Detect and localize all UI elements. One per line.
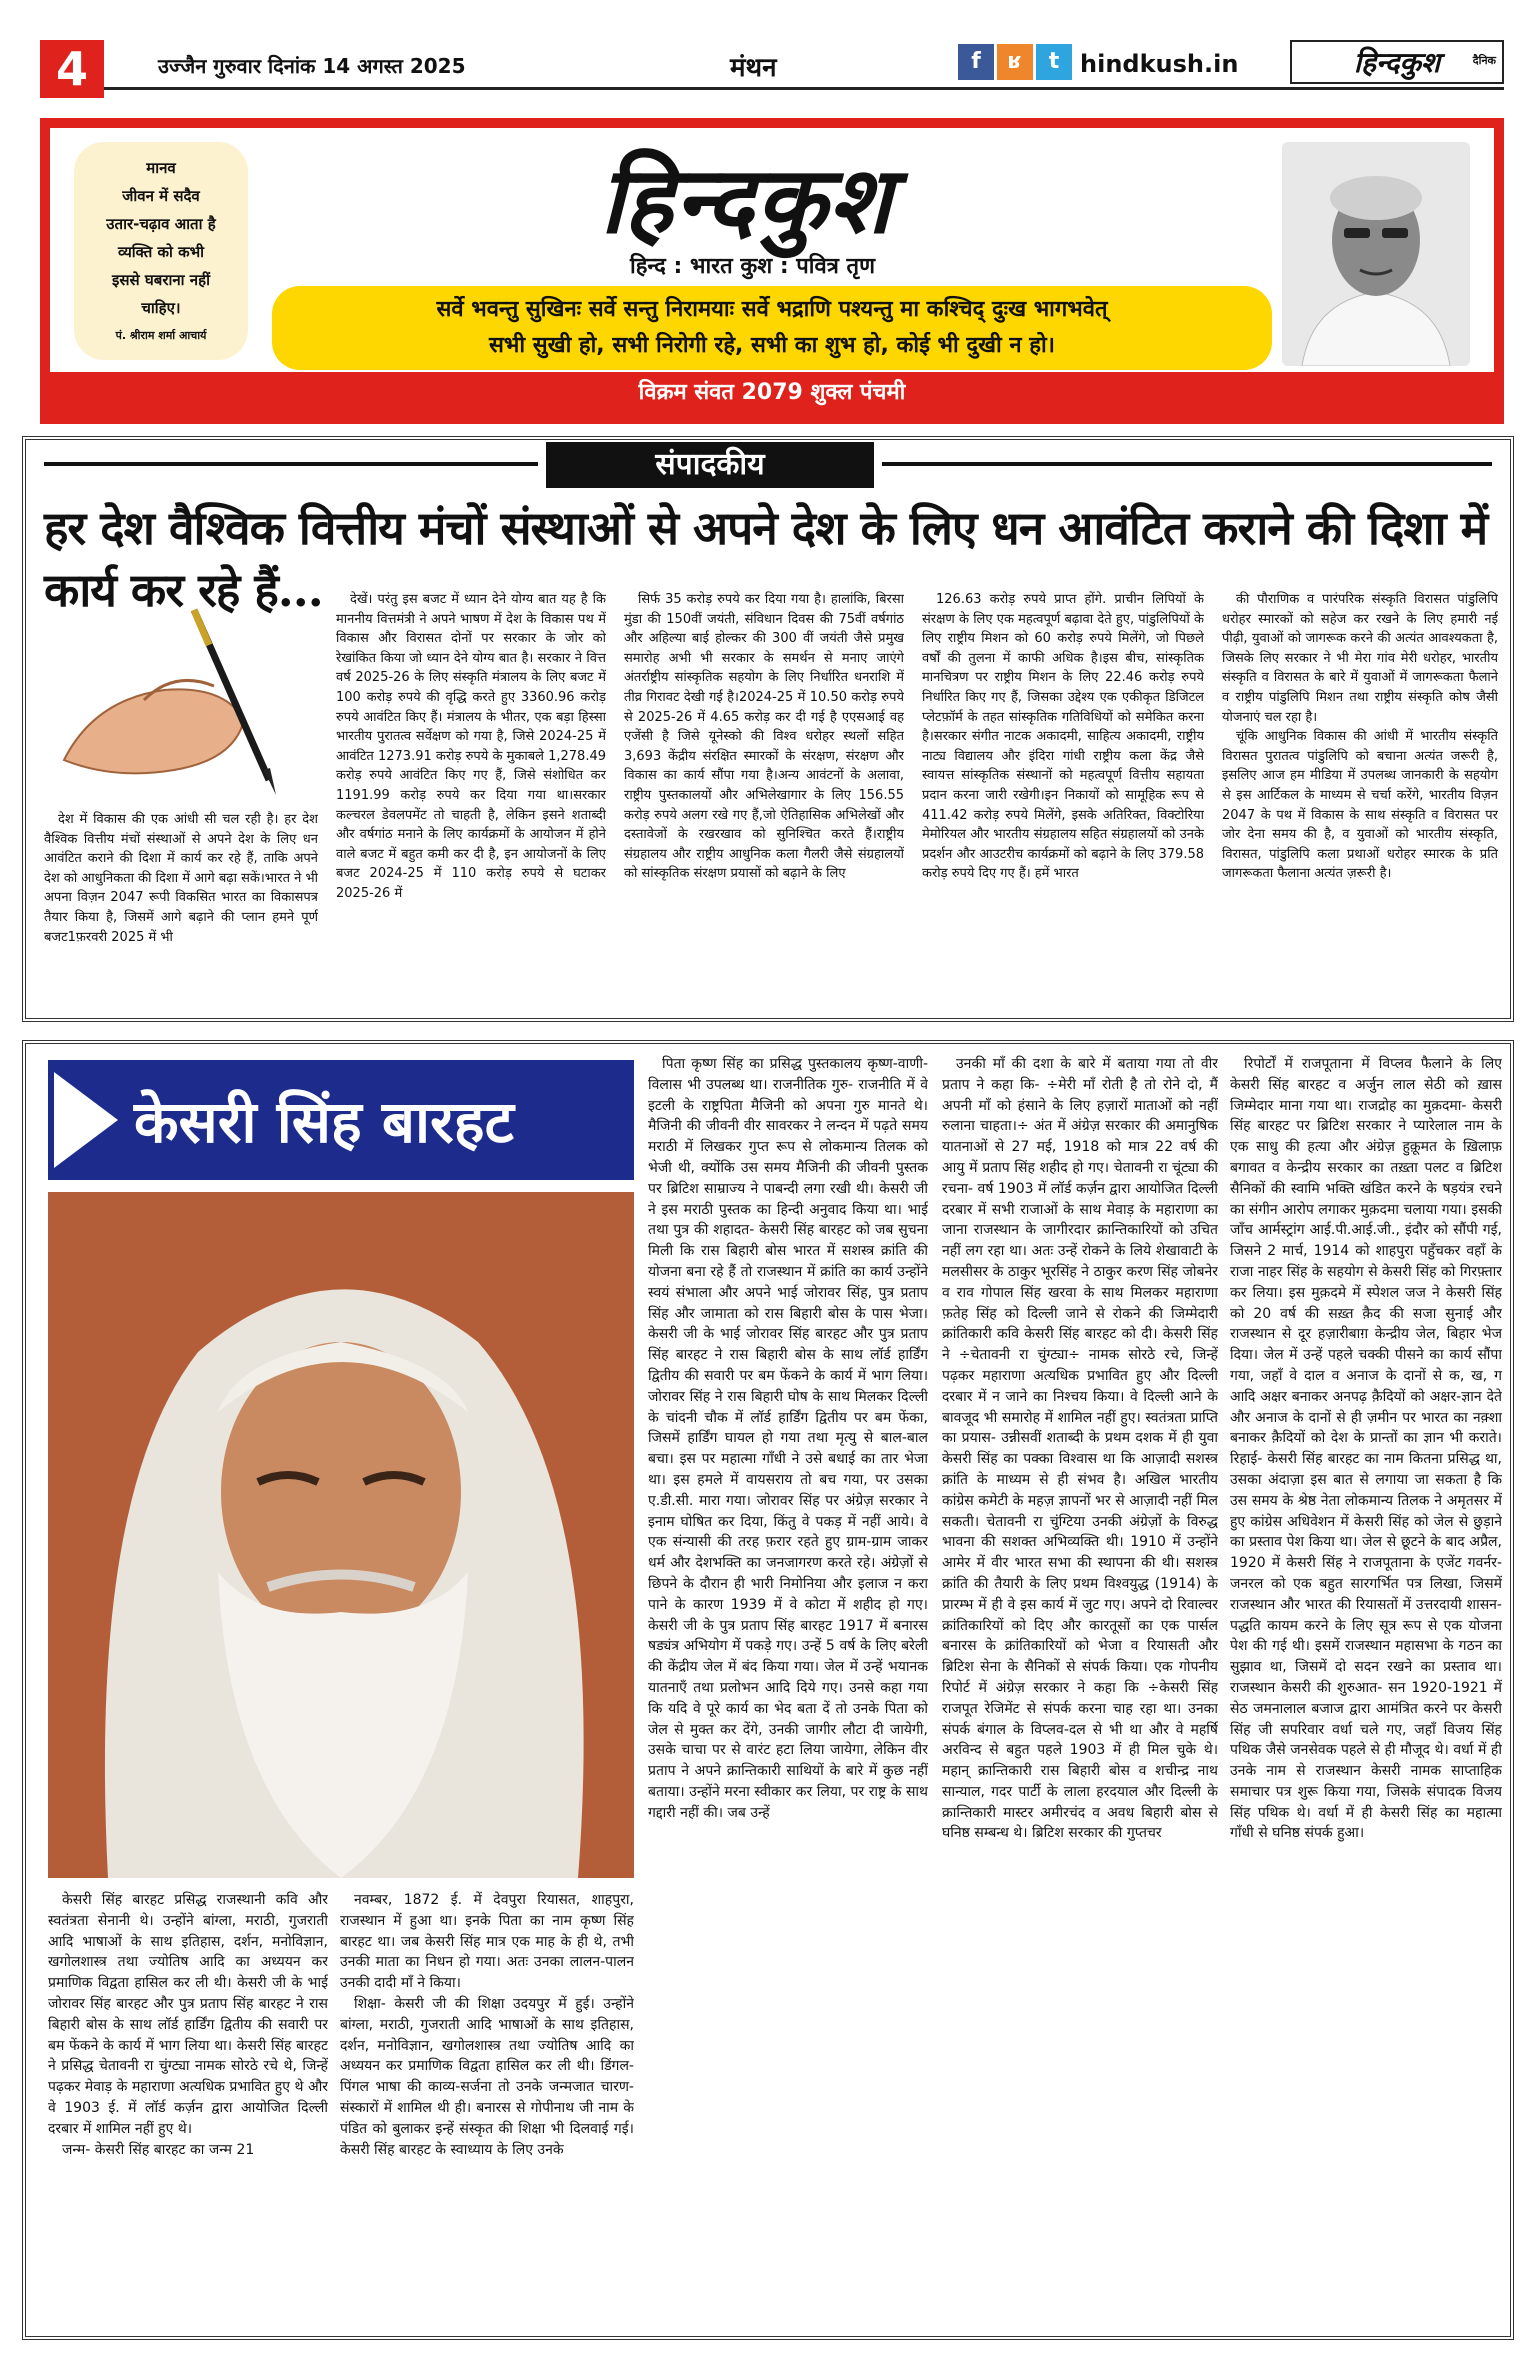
feature-text: रिपोर्टों में राजपूताना में विप्लव फैलाने के लिए केसरी सिंह बारहट व अर्जुन लाल सेठी को ख़ास जिम्मेदार माना गया था। राजद्रोह का मुक़दमा- केसरी सिंह बारहट पर ब्रिटिश सरकार ने प्यारेलाल नाम के एक साधु की हत्या और अंग्रेज़ हुक़ूमत के ख़िलाफ़ बगावत व केन्द्रीय सरकार का तख़्ता पलट व ब्रिटिश सैनिकों की स्वामि भक्ति खंडित करने के षड़यंत्र रचने का संगीन आरोप लगाकर मुक़दमा चलाया गया। इसकी जाँच आर्मस्ट्रांग आई.पी.आई.जी., इंदौर को सौंपी गई, जिसने 2 मार्च, 1914 को शाहपुरा पहुँचकर वहाँ के राजा नाहर सिंह के सहयोग से केसरी सिंह को गिरफ़्तार कर लिया। इस मुक़दमे में स्पेशल जज ने केसरी सिंह को 20 वर्ष की सख़्त क़ैद की सजा सुनाई और राजस्थान से दूर हज़ारीबाग़ केन्द्रीय जेल, बिहार भेज दिया। जेल में उन्हें पहले चक्की पीसने का कार्य सौंपा गया, जहाँ वे दाल व अनाज के दानों से क, ख, ग आदि अक्षर बनाकर अनपढ़ क़ैदियों को अक्षर-ज्ञान देते और अनाज के दानों से ही ज़मीन पर भारत का नक़्शा बनाकर क़ैदियों को देश के प्रान्तों का ज्ञान भी कराते। रिहाई- केसरी सिंह बारहट का नाम कितना प्रसिद्ध था, उसका अंदाज़ा इस बात से लगाया जा सकता है कि उस समय के श्रेष्ठ नेता लोकमान्य तिलक ने अमृतसर में हुए कांग्रेस अधिवेशन में केसरी सिंह को जेल से छुड़ाने का प्रस्ताव पेश किया था। जेल से छूटने के बाद अप्रैल, 1920 में केसरी सिंह ने राजपूताना के एजेंट गवर्नर-जनरल को एक बहुत सारगर्भित पत्र लिखा, जिसमें राजस्थान और भारत की रियासतों में उत्तरदायी शासन-पद्धति कायम करने के लिए सूत्र रूप से एक योजना पेश की गई थी। इसमें राजस्थान महासभा के गठन का सुझाव था, जिसमें दो सदन रखने का प्रस्ताव था। राजस्थान केसरी की शुरुआत- सन 1920-1921 में सेठ जमनालाल बजाज द्वारा आमंत्रित करने पर केसरी सिंह जी सपरिवार वर्धा चले गए, जहाँ विजय सिंह पथिक जैसे जनसेवक पहले से ही मौजूद थे। वर्धा में ही उनके नाम से राजस्थान केसरी नामक साप्ताहिक समाचार पत्र शुरू किया गया, जिसके संपादक विजय सिंह पथिक थे। वर्धा में ही केसरी सिंह का महात्मा गाँधी से घनिष्ठ संपर्क हुआ। [1230,1056,1502,1842]
editorial-text: 126.63 करोड़ रुपये प्राप्त होंगे. प्राचीन लिपियों के संरक्षण के लिए एक महत्वपूर्ण बढ़ावा देते हुए, पांडुलिपियों के लिए राष्ट्रीय मिशन को 60 करोड़ रुपये मिलेंगे, जो पिछले वर्षों की तुलना में काफी अधिक है।इस बीच, सांस्कृतिक मानचित्रण पर राष्ट्रीय मिशन के लिए 22.46 करोड़ रुपये निर्धारित किए गए हैं, जिसका उद्देश्य एक एकीकृत डिजिटल प्लेटफ़ॉर्म के तहत सांस्कृतिक गतिविधियों को समेकित करना है।सरकार संगीत नाटक अकादमी, साहित्य अकादमी, राष्ट्रीय नाट्य विद्यालय और इंदिरा गांधी राष्ट्रीय कला केंद्र जैसे स्वायत्त सांस्कृतिक संस्थानों को महत्वपूर्ण वित्तीय सहायता प्रदान करना जारी रखेगी।इन निकायों को सामूहिक रूप से 411.42 करोड़ रुपये मिलेंगे, इसके अतिरिक्त, विक्टोरिया मेमोरियल और भारतीय संग्रहालय सहित संग्रहालयों को उनके प्रदर्शन और आउटरीच कार्यक्रमों को बढ़ाने के लिए 379.58 करोड़ रुपये दिए गए हैं। हमें भारत [922,592,1204,882]
founder-portrait [1282,142,1470,366]
editorial-text: सिर्फ 35 करोड़ रुपये कर दिया गया है। हालांकि, बिरसा मुंडा की 150वीं जयंती, संविधान दिवस की 75वीं वर्षगांठ और अहिल्या बाई होल्कर की 300 वीं जयंती जैसे प्रमुख समारोह अभी भी सरकार के समर्थन से मनाए जाएंगे अंतर्राष्ट्रीय सांस्कृतिक सहयोग के लिए निर्धारित धनराशि में तीव्र गिरावट देखी गई है।2024-25 में 10.50 करोड़ रुपये से 2025-26 में 4.65 करोड़ कर दी गई है एएसआई वह एजेंसी है जिसे यूनेस्को की विश्व धरोहर स्थलों सहित 3,693 केंद्रीय संरक्षित स्मारकों के संरक्षण, संरक्षण और विकास का कार्य सौंपा गया है।अन्य आवंटनों के अलावा, राष्ट्रीय पुस्तकालयों और अभिलेखागार के लिए 156.55 करोड़ रुपये अलग रखे गए हैं,जो ऐतिहासिक अभिलेखों और दस्तावेजों के रखरखाव को सुनिश्चित करते हैं।राष्ट्रीय संग्रहालय और राष्ट्रीय आधुनिक कला गैलरी जैसे संग्रहालयों को सांस्कृतिक संरक्षण प्रयासों को बढ़ाने के लिए [624,592,904,882]
shloka: सर्वे भवन्तु सुखिनः सर्वे सन्तु निरामयाः सर्वे भद्राणि पश्यन्तु मा कश्चिद् दुःख भागभवेत् [436,297,1108,322]
quote-line: जीवन में सदैव [122,187,200,205]
top-bar [40,40,1504,96]
dateline: उज्जैन गुरुवार दिनांक 14 अगस्त 2025 [158,54,466,78]
quote-box [74,142,248,360]
editorial-column-3 [624,590,904,1010]
feature-text: शिक्षा- केसरी जी की शिक्षा उदयपुर में हुई। उन्होंने बांग्ला, मराठी, गुजराती आदि भाषाओं के साथ इतिहास, दर्शन, मनोविज्ञान, खगोलशास्त्र तथा ज्योतिष आदि का अध्ययन कर प्रमाणिक विद्वता हासिल कर ली थी। डिंगल-पिंगल भाषा की काव्य-सर्जना तो उनके जन्मजात चारण-संस्कारों में शामिल थी ही। बनारस से गोपीनाथ जी नाम के पंडित को बुलाकर इन्हें संस्कृत की शिक्षा भी दिलवाई गई। केसरी सिंह बारहट के स्वाध्याय के लिए उनके [340,1995,634,2158]
editorial-column-4 [922,590,1204,1010]
quote-line: उतार-चढ़ाव आता है [106,215,216,233]
editorial-text: देखें। परंतु इस बजट में ध्यान देने योग्य बात यह है कि माननीय वित्तमंत्री ने अपने भाषण में देश के विकास पथ में विकास और विरासत दोनों पर सरकार के जोर को रेखांकित किया जो ध्यान देने योग्य बात है। सरकार ने वित्त वर्ष 2025-26 के लिए संस्कृति मंत्रालय के लिए बजट में 100 करोड़ रुपये की वृद्धि करते हुए 3360.96 करोड़ रुपये आवंटित किए हैं। मंत्रालय के भीतर, एक बड़ा हिस्सा भारतीय पुरातत्व सर्वेक्षण को गया है, जिसे 2024-25 में आवंटित 1273.91 करोड़ रुपये के मुकाबले 1,278.49 करोड़ रुपये आवंटित किए गए हैं, जिसे संशोधित कर 1191.99 करोड़ रुपये कर दिया गया था।सरकार कल्चरल डेवलपमेंट तो चाहती है, लेकिन इसने शताब्दी और वर्षगांठ मनाने के लिए कार्यक्रमों के आयोजन में होने वाले बजट में बहुत कमी कर दी है, इन आयोजनों के लिए बजट 2024-25 में 110 करोड़ रुपये से घटाकर 2025-26 में [336,592,606,901]
masthead-subtitle: हिन्द : भारत कुश : पवित्र तृण [630,254,875,279]
editorial-column-2 [336,590,606,1010]
feature-text: केसरी सिंह बारहट प्रसिद्ध राजस्थानी कवि और स्वतंत्रता सेनानी थे। उन्होंने बांग्ला, मराठी, गुजराती आदि भाषाओं के साथ इतिहास, दर्शन, मनोविज्ञान, खगोलशास्त्र तथा ज्योतिष आदि का अध्ययन कर प्रमाणिक विद्वता हासिल कर ली थी। केसरी जी के भाई जोरावर सिंह बारहट और पुत्र प्रताप सिंह बारहट ने रास बिहारी बोस के साथ लॉर्ड हार्डिंग द्वितीय की सवारी पर बम फेंकने के कार्य में भाग लिया था। केसरी सिंह बारहट ने प्रसिद्ध चेतावनी रा चुंग्ट्या नामक सोरठे रचे थे, जिन्हें पढ़कर मेवाड़ के महाराणा अत्यधिक प्रभावित हुए थे और वे 1903 ई. में लॉर्ड कर्ज़न द्वारा आयोजित दिल्ली दरबार में शामिल नहीं हुए थे। [48,1892,328,2137]
site-link[interactable]: hindkush.in [1080,50,1239,78]
feature-column-e [1230,1054,1502,2320]
quote-line: मानव [146,159,176,177]
editorial-column-1 [44,810,318,1008]
editorial-text: की पौराणिक व पारंपरिक संस्कृति विरासत पांडुलिपि धरोहर स्मारकों को सहेज कर रखने के लिए हमारी नई पीढ़ी, युवाओं को जागरूक करने की अत्यंत आवश्यकता है, जिसके लिए सरकार ने भी मेरा गांव मेरी धरोहर, भारतीय संस्कृति व विरासत के बारे में युवाओं में जागरूकता फैलाने व राष्ट्रीय पांडुलिपि मिशन तथा राष्ट्रीय संस्कृति कोष जैसी योजनाएं चल रहा है। [1222,592,1498,725]
mini-logo-tag: दैनिक [1472,54,1496,67]
quote-author: पं. श्रीराम शर्मा आचार्य [115,329,207,342]
feature-text: जन्म- केसरी सिंह बारहट का जन्म 21 [62,2141,255,2158]
feature-title-box [48,1060,634,1180]
section-name: मंथन [730,53,777,83]
editorial-label: संपादकीय [546,442,874,488]
feature-title: केसरी सिंह बारहट [134,1088,514,1156]
twitter-icon[interactable]: t [1036,44,1072,80]
rss-icon[interactable]: ʁ [997,44,1033,80]
masthead-title: हिन्दकुश [600,146,894,254]
editorial-rule-left [44,462,538,466]
editorial-text: चूंकि आधुनिक विकास की आंधी में भारतीय संस्कृति विरासत पुरातत्व पांडुलिपि को बचाना अत्यंत जरूरी है, इसलिए आज हम मीडिया में उपलब्ध जानकारी के सहयोग से इस आर्टिकल के माध्यम से चर्चा करेंगे, भारतीय विज़न 2047 के पथ में विकास के साथ संस्कृति व विरासत पर जोर देना समय की है, व युवाओं को भारतीय संस्कृति, विरासत, पांडुलिपि कला प्रथाओं धरोहर स्मारक के प्रति जागरूकता फैलाना अत्यंत ज़रूरी है। [1222,729,1498,882]
quote-line: इससे घबराना नहीं [112,271,210,289]
facebook-icon[interactable]: f [958,44,994,80]
shloka-band [272,286,1272,370]
feature-column-b [340,1890,634,2320]
editorial-rule-right [882,462,1492,466]
quote-line: चाहिए। [141,299,181,317]
page-number: 4 [40,40,104,98]
mini-logo-text: हिन्दकुश [1353,46,1441,79]
feature-text: पिता कृष्ण सिंह का प्रसिद्ध पुस्तकालय कृष्ण-वाणी-विलास भी उपलब्ध था। राजनीतिक गुरु- राजनीति में वे इटली के राष्ट्रपिता मैजिनी को अपना गुरु मानते थे। मैजिनी की जीवनी वीर सावरकर ने लन्दन में पढ़ते समय मराठी में लिखकर गुप्त रूप से लोकमान्य तिलक को भेजी थी, क्योंकि उस समय मैजिनी की जीवनी पुस्तक पर ब्रिटिश साम्राज्य ने पाबन्दी लगा रखी थी। केसरी जी ने इस मराठी पुस्तक का हिन्दी अनुवाद किया था। भाई तथा पुत्र की शहादत- केसरी सिंह बारहट को जब सुचना मिली कि रास बिहारी बोस भारत में सशस्त्र क्रांति की योजना बना रहे हैं तो राजस्थान में क्रांति का कार्य उन्होंने स्वयं संभाला और अपने भाई जोरावर सिंह, पुत्र प्रताप सिंह और जामाता को रास बिहारी बोस के पास भेजा। केसरी जी के भाई जोरावर सिंह बारहट और पुत्र प्रताप सिंह बारहट ने रास बिहारी बोस के साथ लॉर्ड हार्डिंग द्वितीय की सवारी पर बम फेंकने के कार्य में भाग लिया। जोरावर सिंह ने रास बिहारी घोष के साथ मिलकर दिल्ली के चांदनी चौक में लॉर्ड हार्डिंग द्वितीय पर बम फेंका, जिसमें हार्डिंग घायल हो गया तथा मृत्यु से बाल-बाल बचा। इस पर महात्मा गाँधी ने उसे बधाई का तार भेजा था। इस हमले में वायसराय तो बच गया, पर उसका ए.डी.सी. मारा गया। जोरावर सिंह पर अंग्रेज़ सरकार ने इनाम घोषित कर दिया, किंतु वे पकड़ में नहीं आये। वे एक संन्यासी की तरह फ़रार रहते हुए ग्राम-ग्राम जाकर धर्म और देशभक्ति का जनजागरण करते रहे। अंग्रेज़ों से छिपने के दौरान ही भारी निमोनिया और इलाज न करा पाने के कारण 1939 में वे कोटा में शहीद हो गए। केसरी जी के पुत्र प्रताप सिंह बारहट 1917 में बनारस षड्यंत्र अभियोग में पकड़े गए। उन्हें 5 वर्ष के लिए बरेली की केंद्रीय जेल में बंद किया गया। जेल में उन्हें भयानक यातनाएँ तथा प्रलोभन आदि दिये गए। उनसे कहा गया कि यदि वे पूरे कार्य का भेद बता दें तो उनके पिता को जेल से मुक्त कर देंगे, उनकी जागीर लौटा दी जायेगी, उसके चाचा पर से वारंट हटा लिया जायेगा, लेकिन वीर प्रताप ने अपने क्रान्तिकारी साथियों के बारे में कुछ नहीं बताया। उन्होंने मरना स्वीकार कर लिया, पर राष्ट्र के साथ गद्दारी नहीं की। जब उन्हें [648,1056,928,1821]
mini-logo [1290,40,1504,84]
feature-text: नवम्बर, 1872 ई. में देवपुरा रियासत, शाहपुरा, राजस्थान में हुआ था। इनके पिता का नाम कृष्ण सिंह बारहट था। जब केसरी सिंह मात्र एक माह के ही थे, तभी उनकी माता का निधन हो गया। अतः उनका लालन-पालन उनकी दादी माँ ने किया। [340,1892,634,1992]
vikram-samvat: विक्रम संवत 2079 शुक्ल पंचमी [50,372,1494,414]
feature-text: उनकी माँ की दशा के बारे में बताया गया तो वीर प्रताप ने कहा कि- ÷मेरी माँ रोती है तो रोने दो, मैं अपनी माँ को हंसाने के लिए हज़ारों माताओं को नहीं रुलाना चाहता।÷ अंत में अंग्रेज़ सरकार की अमानुषिक यातनाओं से 27 मई, 1918 को मात्र 22 वर्ष की आयु में प्रताप सिंह शहीद हो गए। चेतावनी रा चूंट्या की रचना- वर्ष 1903 में लॉर्ड कर्ज़न द्वारा आयोजित दिल्ली दरबार में सभी राजाओं के साथ मेवाड़ के महाराणा का जाना राजस्थान के जागीरदार क्रान्तिकारियों को उचित नहीं लग रहा था। अतः उन्हें रोकने के लिये शेखावाटी के मलसीसर के ठाकुर भूरसिंह ने ठाकुर करण सिंह जोबनेर व राव गोपाल सिंह खरवा के साथ मिलकर महाराणा फ़तेह सिंह को दिल्ली जाने से रोकने की जिम्मेदारी क्रांतिकारी कवि केसरी सिंह बारहट को दी। केसरी सिंह ने ÷चेतावनी रा चुंग्ट्या÷ नामक सोरठे रचे, जिन्हें पढ़कर महाराणा अत्यधिक प्रभावित हुए और दिल्ली दरबार में न जाने का निश्चय किया। वे दिल्ली आने के बावजूद भी समारोह में शामिल नहीं हुए। स्वतंत्रता प्राप्ति का प्रयास- उन्नीसवीं शताब्दी के प्रथम दशक में ही युवा केसरी सिंह का पक्का विश्वास था कि आज़ादी सशस्त्र क्रांति के माध्यम से ही संभव है। अखिल भारतीय कांग्रेस कमेटी के महज़ ज्ञापनों भर से आज़ादी नहीं मिल सकती। चेतावनी रा चुंग्टिया उनकी अंग्रेज़ों के विरुद्ध भावना की सशक्त अभिव्यक्ति थी। 1910 में उन्होंने आमेर में वीर भारत सभा की स्थापना की थी। सशस्त्र क्रांति की तैयारी के लिए प्रथम विश्वयुद्ध (1914) के प्रारम्भ में ही वे इस कार्य में जुट गए। अपने दो रिवाल्वर क्रांतिकारियों को दिए और कारतूसों का एक पार्सल बनारस के क्रांतिकारियों को भेजा व रियासती और ब्रिटिश सेना के सैनिकों से संपर्क किया। एक गोपनीय रिपोर्ट में अंग्रेज़ सरकार ने कहा कि ÷केसरी सिंह राजपूत रेजिमेंट से संपर्क करना चाह रहा था। उनका संपर्क बंगाल के विप्लव-दल से भी था और वे महर्षि अरविन्द से बहुत पहले 1903 में ही मिल चुके थे। महान् क्रान्तिकारी रास बिहारी बोस व शचीन्द्र नाथ सान्याल, गदर पार्टी के लाला हरदयाल और दिल्ली के क्रान्तिकारी मास्टर अमीरचंद व अवध बिहारी बोस से घनिष्ठ सम्बन्ध थे। ब्रिटिश सरकार की गुप्तचर [942,1056,1218,1842]
founder-portrait-art [1282,142,1470,366]
feature-column-a [48,1890,328,2320]
pen-hand-illustration [44,590,294,806]
editorial-column-5 [1222,590,1498,1010]
feature-column-c [648,1054,928,2320]
editorial-headline: हर देश वैश्विक वित्तीय मंचों संस्थाओं से अपने देश के लिए धन आवंटित कराने की दिशा में कार्य कर रहे हैं... [44,501,1488,617]
editorial-section [22,436,1514,1022]
kesari-singh-portrait [48,1192,634,1878]
feature-column-d [942,1054,1218,2320]
editorial-text: देश में विकास की एक आंधी सी चल रही है। हर देश वैश्विक वित्तीय मंचों संस्थाओं से अपने देश के लिए धन आवंटित कराने की दिशा में कार्य कर रहे हैं, ताकि अपने देश को आधुनिकता की दिशा में आगे बढ़ा सकें।भारत ने भी अपना विज़न 2047 रूपी विकसित भारत का विकासपत्र तैयार किया है, जिसमें आगे बढ़ाने की प्लान हमने पूर्ण बजट1फ़रवरी 2025 में भी [44,812,318,945]
feature-section [22,1040,1514,2340]
quote-line: व्यक्ति को कभी [117,243,205,261]
arrow-icon [48,1060,128,1180]
shloka-meaning: सभी सुखी हो, सभी निरोगी रहे, सभी का शुभ हो, कोई भी दुखी न हो। [489,333,1055,358]
masthead [40,118,1504,424]
social-links [958,44,1072,80]
